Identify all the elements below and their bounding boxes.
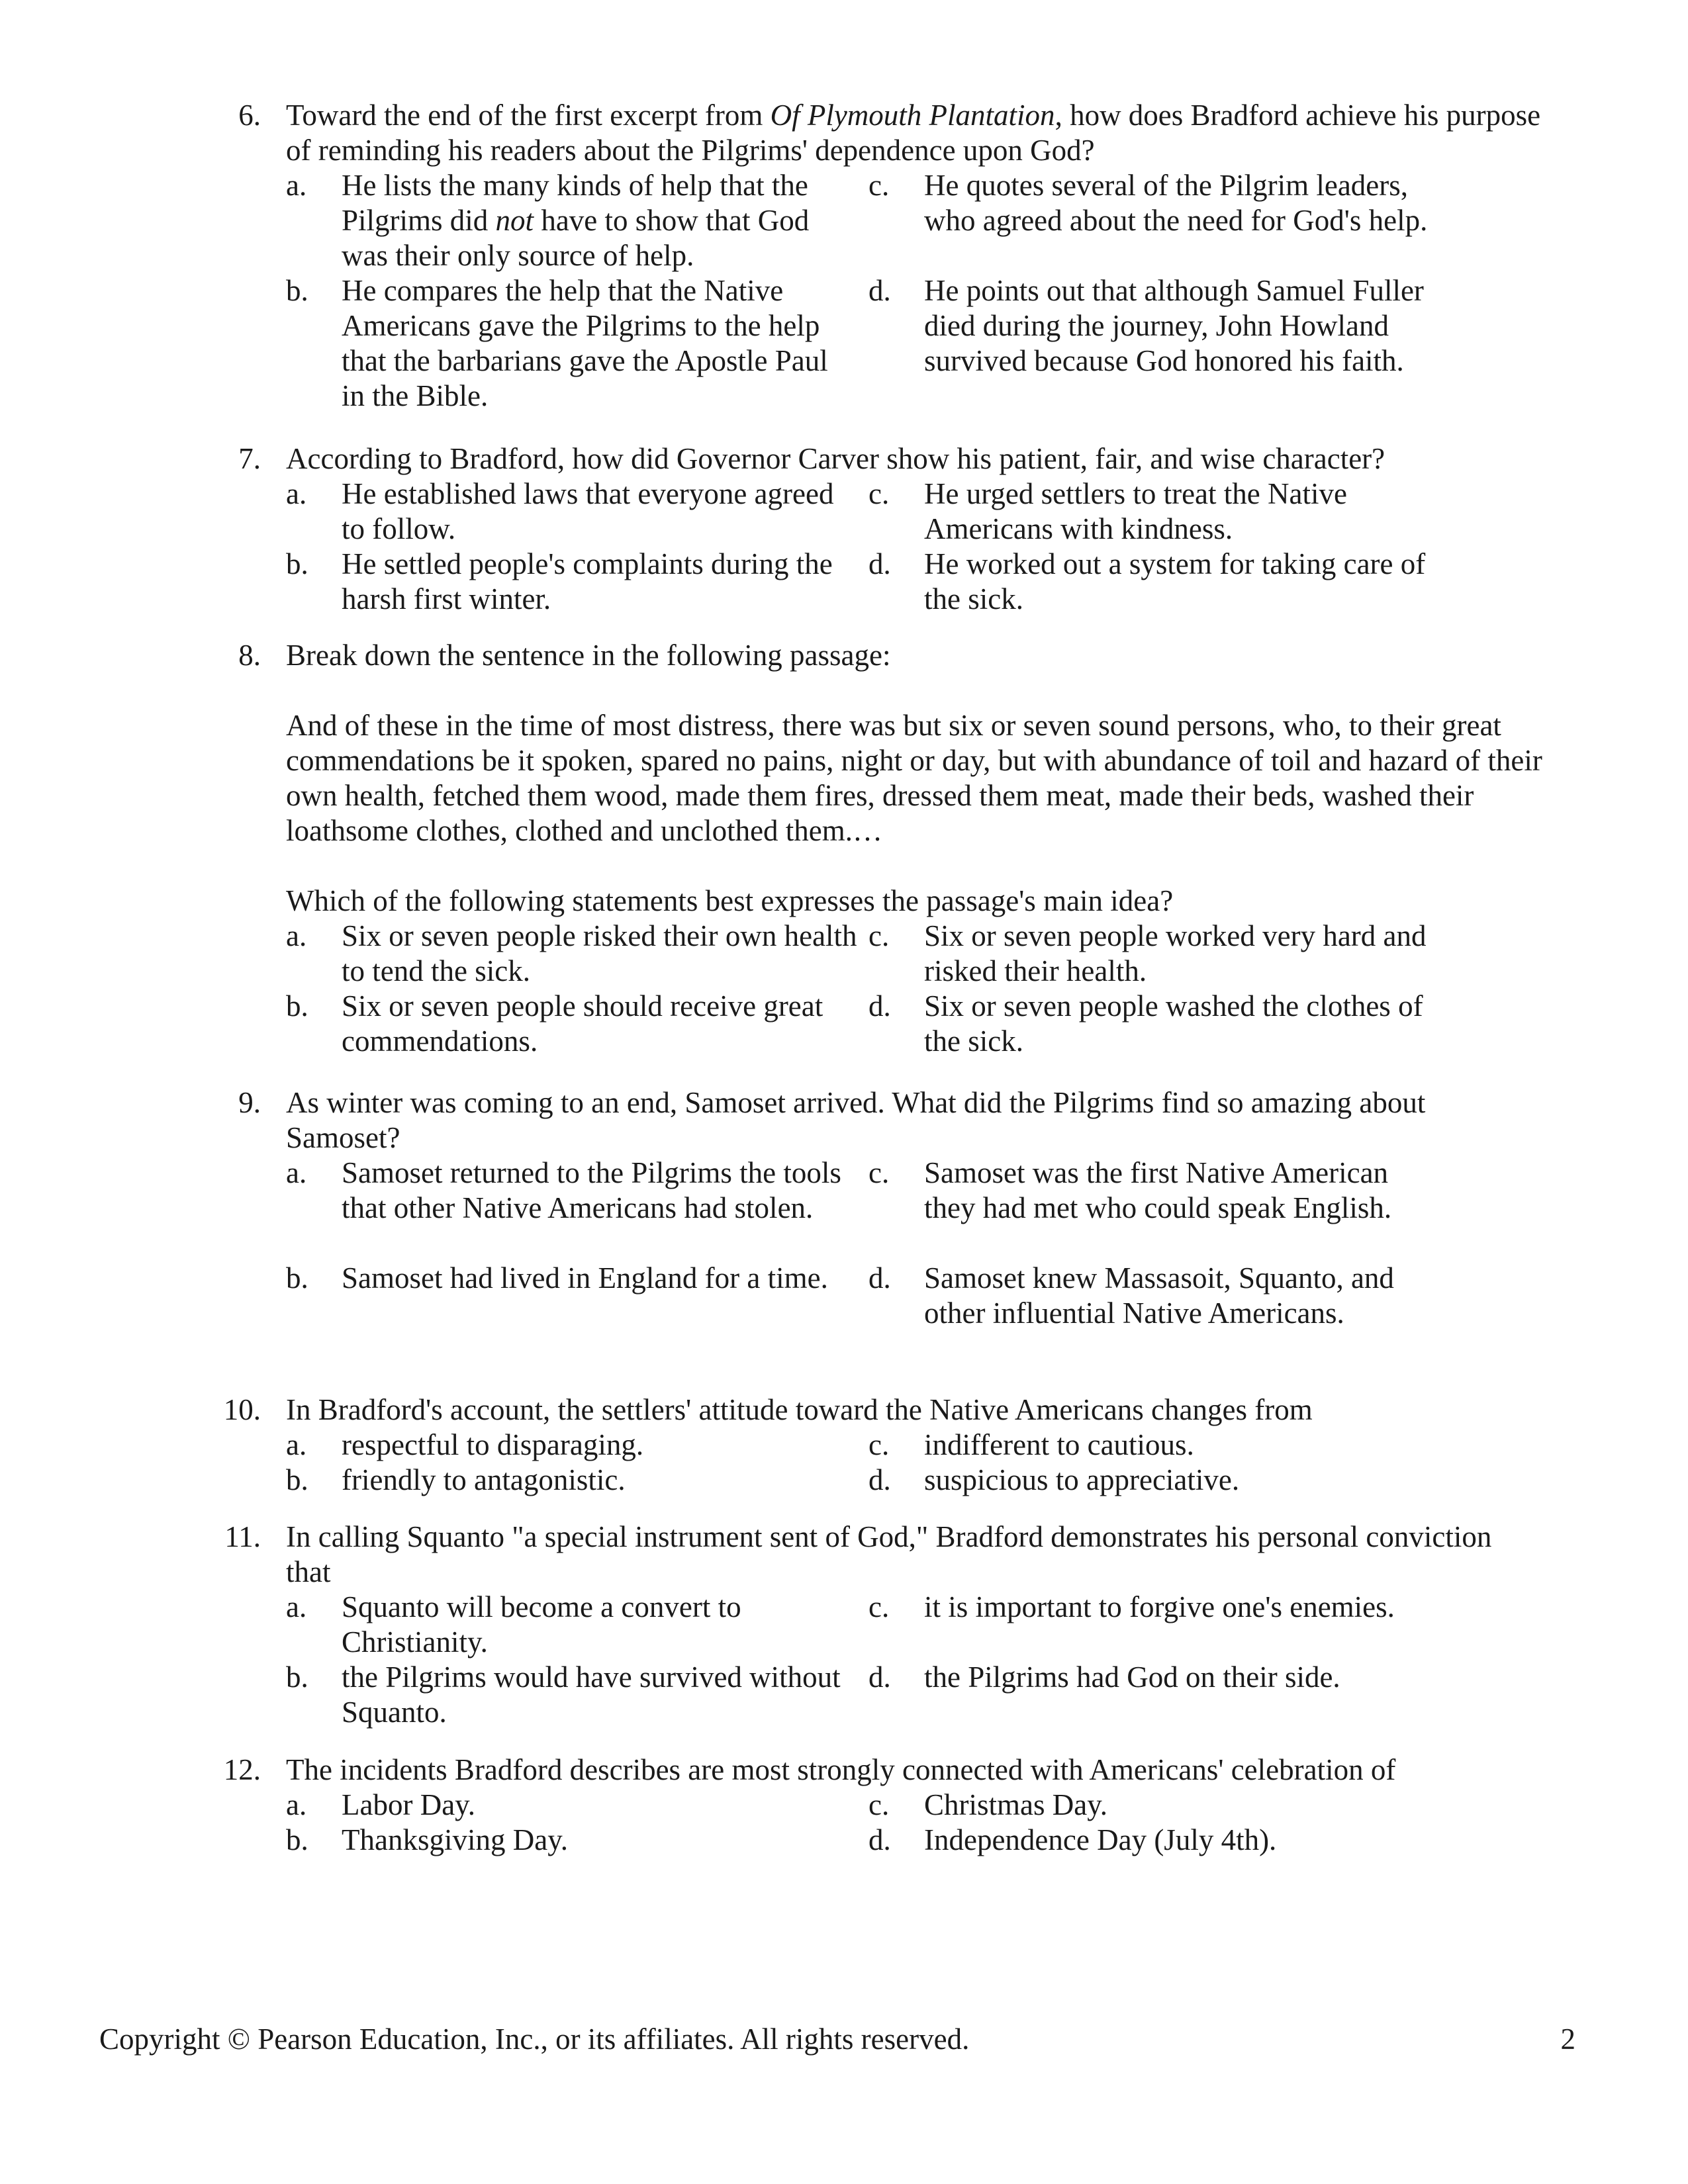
question-prompt: Which of the following statements best expresses the passage's main idea? <box>286 884 1174 917</box>
question-stem: Break down the sentence in the following passage: <box>286 639 891 672</box>
question-stem: According to Bradford, how did Governor Carver show his patient, fair, and wise character? <box>286 442 1385 475</box>
question-number: 6. <box>238 99 261 132</box>
question-stem: In calling Squanto "a special instrument sent of God," Bradford demonstrates his personal conviction that <box>286 1520 1492 1588</box>
passage: And of these in the time of most distress, there was but six or seven sound persons, who, to their great commendations be it spoken, spared no pains, night or day, but with abundance of toil and hazard of their own health, fetched them wood, made them fires, dressed them meat, made their beds, washed their loathsome clothes, clothed and unclothed them.… <box>286 709 1542 847</box>
question-stem: The incidents Bradford describes are most strongly connected with Americans' celebration of <box>286 1753 1396 1786</box>
question-number: 7. <box>238 442 261 475</box>
question-stem: In Bradford's account, the settlers' attitude toward the Native Americans changes from <box>286 1393 1313 1426</box>
copyright-notice: Copyright © Pearson Education, Inc., or its affiliates. All rights reserved. <box>99 2023 970 2056</box>
page-number: 2 <box>1560 2023 1575 2056</box>
question-number: 11. <box>224 1520 261 1553</box>
question-number: 10. <box>223 1393 261 1426</box>
worksheet-page: 6. Toward the end of the first excerpt from Of Plymouth Plantation, how does Bradford achieve his purpose of reminding his readers about the Pilgrims' dependence upon God? a. He lists the many kinds of help that the Pilgrims did not have to show that God was their only source of help. b. He compares the help that the Native Americans gave the Pilgrims to the help that the barbarians gave the Apostle Paul in the Bible. c. He quotes several of the Pilgrim leaders, who agreed about the need for God's help. d. He points out that although Samuel Fuller died during the journey, John Howland survived because God honored his faith. 7. According to Bradford, how did Governor Carver show his patient, fair, and wise character? a. He established laws that everyone agreed to follow. b. He settled people's complaints during the harsh first winter. c. He urged settlers to treat the Native Americans with kindness. d. He worked out a system for taking care of the sick. 8. Break down the sentence in the following passage: And of these in the time of most distress, there was but six or seven sound persons, who, to their great commendations be it spoken, spared no pains, night or day, but with abundance of toil and hazard of their own health, fetched them wood, made them fires, dressed them meat, made their beds, washed their loathsome clothes, clothed and unclothed them.… Which of the following statements best expresses the passage's main idea? a. Six or seven people risked their own health to tend the sick. b. Six or seven people should receive great commendations. c. Six or seven people worked very hard and risked their health. d. Six or seven people washed the clothes of the sick. 9. As winter was coming to an end, Samoset arrived. What did the Pilgrims find so amazing about Samoset? a. Samoset returned to the Pilgrims the tools that other Native Americans had stolen. b. Samoset had lived in England for a time. c. Samoset was the first Native American they had met who could speak English. d. Samoset knew Massasoit, Squanto, and other influential Native Americans. 10. In Bradford's account, the settlers' attitude toward the Native Americans changes from a. respectful to disparaging. b. friendly to antagonistic. c. indifferent to cautious. d. suspicious to appreciative. 11. In calling Squanto "a special instrument sent of God," Bradford demonstrates his personal conviction that a. Squanto will become a convert to Christianity. b. the Pilgrims would have survived without Squanto. c. it is important to forgive one's enemies. d. the Pilgrims had God on their side. 12. The incidents Bradford describes are most strongly connected with Americans' celebration of a. Labor Day. b. Thanksgiving Day. c. Christmas Day. d. Independence Day (July 4th). Copyright © Pearson Education, Inc., or its affiliates. All rights reserved. 2 <box>99 99 1575 2056</box>
question-stem: Toward the end of the first excerpt from Of Plymouth Plantation, how does Bradford achieve his purpose of reminding his readers about the Pilgrims' dependence upon God? <box>286 99 1541 167</box>
question-stem: As winter was coming to an end, Samoset arrived. What did the Pilgrims find so amazing about Samoset? <box>286 1086 1426 1154</box>
question-number: 9. <box>238 1086 261 1119</box>
question-number: 8. <box>238 639 261 672</box>
question-number: 12. <box>223 1753 261 1786</box>
